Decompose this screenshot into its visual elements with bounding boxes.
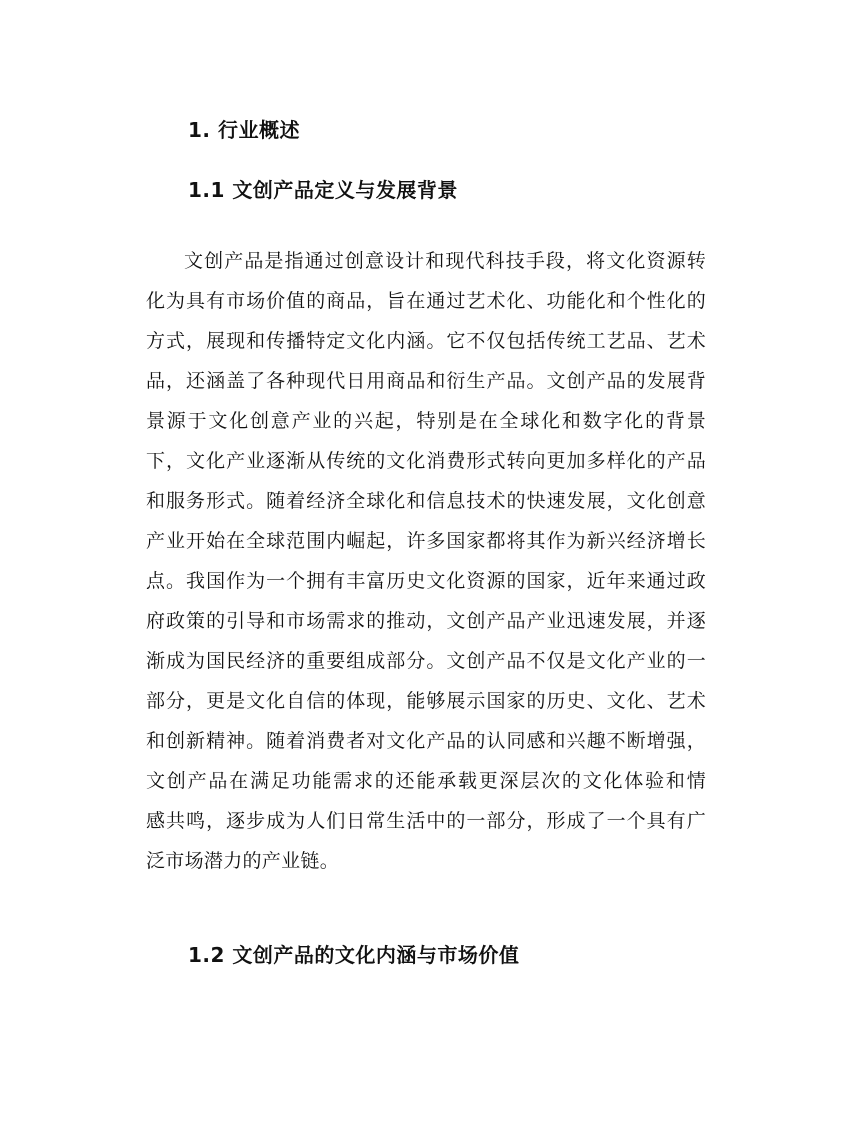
paragraph-line: 点。我国作为一个拥有丰富历史文化资源的国家，近年来通过政 bbox=[146, 570, 706, 592]
subsection-heading-1-2: 1.2 文创产品的文化内涵与市场价值 bbox=[188, 943, 520, 967]
paragraph-line: 府政策的引导和市场需求的推动，文创产品产业迅速发展，并逐 bbox=[146, 610, 706, 632]
paragraph-line: 和服务形式。随着经济全球化和信息技术的快速发展，文化创意 bbox=[146, 490, 706, 512]
paragraph-line: 部分，更是文化自信的体现，能够展示国家的历史、文化、艺术 bbox=[146, 690, 706, 712]
paragraph-line: 品，还涵盖了各种现代日用商品和衍生产品。文创产品的发展背 bbox=[146, 370, 706, 392]
paragraph-line: 化为具有市场价值的商品，旨在通过艺术化、功能化和个性化的 bbox=[146, 290, 706, 312]
paragraph-line: 泛市场潜力的产业链。 bbox=[146, 850, 340, 872]
paragraph-line: 感共鸣，逐步成为人们日常生活中的一部分，形成了一个具有广 bbox=[146, 810, 706, 832]
subsection-heading-1-1: 1.1 文创产品定义与发展背景 bbox=[188, 178, 458, 202]
paragraph-line: 文创产品在满足功能需求的还能承载更深层次的文化体验和情 bbox=[146, 770, 706, 792]
paragraph-line: 方式，展现和传播特定文化内涵。它不仅包括传统工艺品、艺术 bbox=[146, 330, 706, 352]
paragraph-line: 下，文化产业逐渐从传统的文化消费形式转向更加多样化的产品 bbox=[146, 450, 706, 472]
body-paragraph bbox=[146, 241, 706, 881]
paragraph-line: 产业开始在全球范围内崛起，许多国家都将其作为新兴经济增长 bbox=[146, 530, 706, 552]
paragraph-line: 渐成为国民经济的重要组成部分。文创产品不仅是文化产业的一 bbox=[146, 650, 706, 672]
paragraph-line: 景源于文化创意产业的兴起，特别是在全球化和数字化的背景 bbox=[146, 410, 706, 432]
section-heading-1: 1. 行业概述 bbox=[188, 118, 300, 142]
paragraph-line: 和创新精神。随着消费者对文化产品的认同感和兴趣不断增强， bbox=[146, 730, 706, 752]
paragraph-line: 文创产品是指通过创意设计和现代科技手段，将文化资源转 bbox=[184, 250, 706, 272]
